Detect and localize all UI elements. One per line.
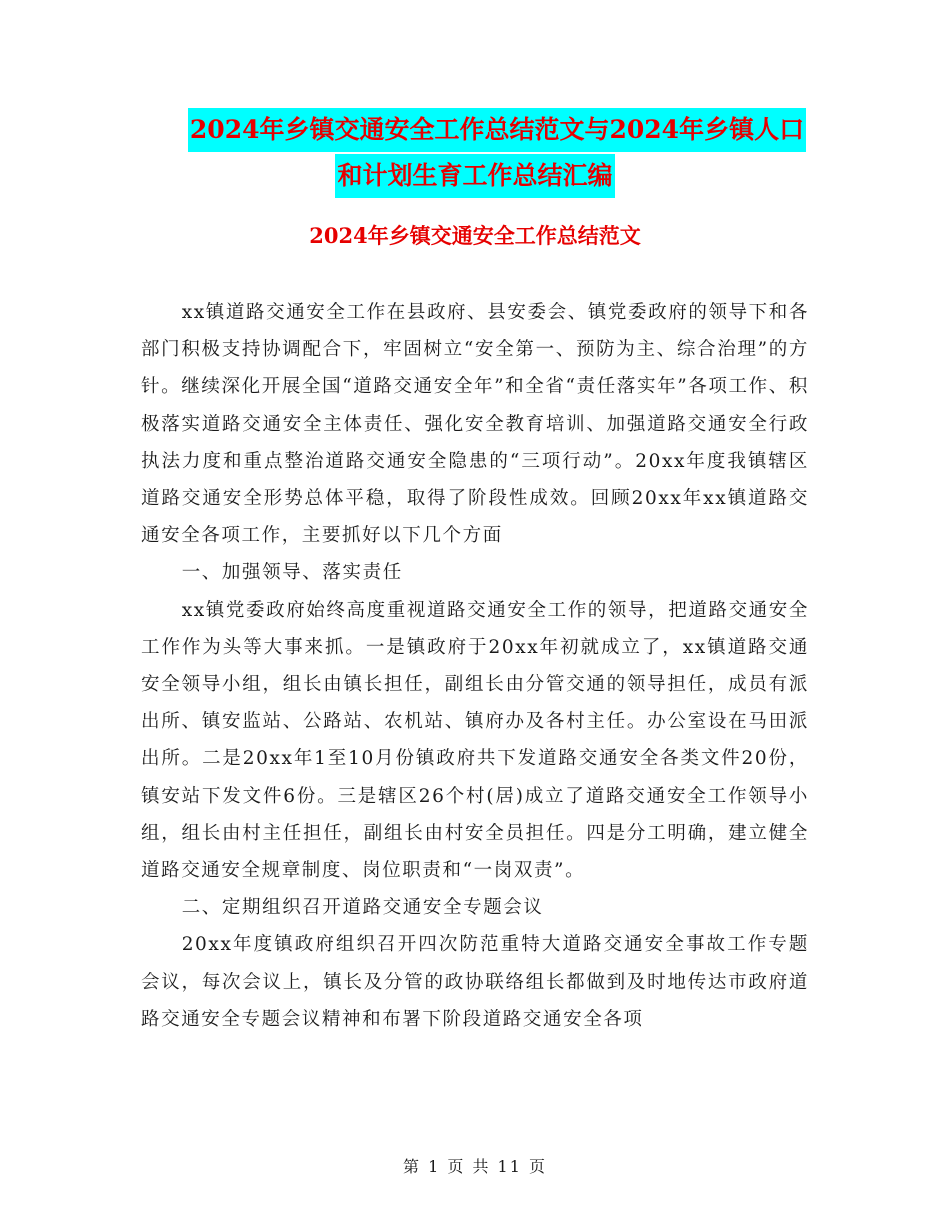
document-body (141, 294, 809, 1038)
heading-section-1: 一、加强领导、落实责任 (181, 562, 403, 584)
paragraph-section-2: 20xx年度镇政府组织召开四次防范重特大道路交通安全事故工作专题会议，每次会议上，镇长及分管的政协联络组长都做到及时地传达市政府道路交通安全专题会议精神和布署下阶段道路交通安全各项 (141, 934, 809, 1030)
page-number-footer: 第 1 页 共 11 页 (403, 1157, 547, 1176)
paragraph-intro: xx镇道路交通安全工作在县政府、县安委会、镇党委政府的领导下和各部门积极支持协调配合下，牢固树立“安全第一、预防为主、综合治理”的方针。继续深化开展全国“道路交通安全年”和全省“责任落实年”各项工作、积极落实道路交通安全主体责任、强化安全教育培训、加强道路交通安全行政执法力度和重点整治道路交通安全隐患的“三项行动”。20xx年度我镇辖区道路交通安全形势总体平稳，取得了阶段性成效。回顾20xx年xx镇道路交通安全各项工作，主要抓好以下几个方面 (141, 302, 809, 547)
document-title (0, 108, 950, 200)
heading-section-2: 二、定期组织召开道路交通安全专题会议 (181, 897, 544, 919)
paragraph-section-1: xx镇党委政府始终高度重视道路交通安全工作的领导，把道路交通安全工作作为头等大事来抓。一是镇政府于20xx年初就成立了，xx镇道路交通安全领导小组，组长由镇长担任，副组长由分管交通的领导担任，成员有派出所、镇安监站、公路站、农机站、镇府办及各村主任。办公室设在马田派出所。二是20xx年1至10月份镇政府共下发道路交通安全各类文件20份，镇安站下发文件6份。三是辖区26个村(居)成立了道路交通安全工作领导小组，组长由村主任担任，副组长由村安全员担任。四是分工明确，建立健全道路交通安全规章制度、岗位职责和“一岗双责”。 (141, 599, 809, 882)
section-title: 2024年乡镇交通安全工作总结范文 (309, 223, 641, 248)
title-line-2: 和计划生育工作总结汇编 (335, 154, 614, 198)
title-line-1: 2024年乡镇交通安全工作总结范文与2024年乡镇人口 (188, 108, 806, 152)
